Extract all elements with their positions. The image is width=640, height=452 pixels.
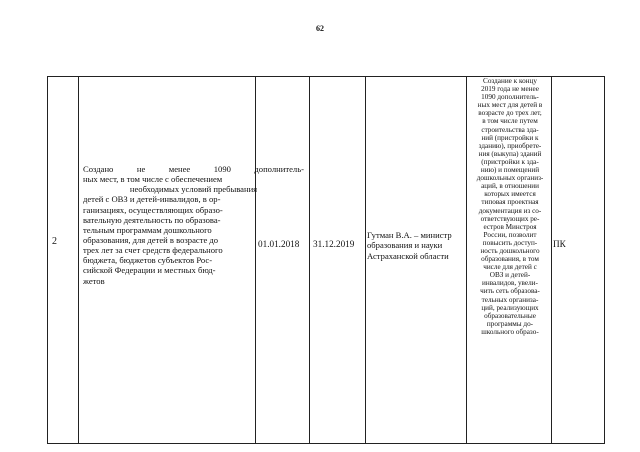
description-line: Создано не менее 1090 дополнитель-: [83, 164, 304, 174]
row-number-cell: 2: [52, 236, 57, 247]
result-line: ний (пристройки к: [481, 133, 539, 142]
start-date-cell: 01.01.2018: [258, 239, 300, 249]
result-line: возрасте до трех лет,: [478, 109, 542, 118]
result-line: ответствующих ре-: [480, 214, 540, 223]
description-line: детей с ОВЗ и детей-инвалидов, в ор-: [83, 194, 221, 205]
result-line: ций, реализующих: [481, 303, 539, 312]
description-line: жетов: [83, 275, 105, 286]
program-table: [47, 76, 605, 444]
column-divider: [551, 76, 552, 444]
result-line: нию) и помещений: [480, 166, 540, 175]
table-right-border: [604, 76, 605, 444]
result-line: Создание к концу: [483, 77, 537, 85]
result-line: (пристройки к зда-: [481, 157, 539, 166]
description-line: тельным программам дошкольного: [83, 224, 212, 235]
result-line: повысить доступ-: [482, 238, 538, 247]
result-line: образования, в том: [481, 255, 539, 264]
responsible-cell: [367, 230, 485, 261]
description-line: необходимых условий пребывания: [129, 184, 258, 195]
result-line: аций, в отношении: [481, 182, 539, 191]
description-line: вательную деятельность по образова-: [83, 214, 221, 225]
result-line: зданию), приобрете-: [478, 141, 542, 150]
description-line: трех лет за счет средств федерального: [83, 245, 223, 256]
table-bottom-border: [47, 443, 605, 444]
result-line: строительства зда-: [481, 125, 539, 134]
responsible-line: образования и науки: [367, 240, 443, 251]
description-line: сийской Федерации и местных бюд-: [83, 265, 216, 276]
result-line: документация из со-: [478, 206, 542, 215]
description-line: бюджета, бюджетов субъектов Рос-: [83, 255, 213, 266]
page-number: 62: [316, 24, 324, 33]
description-line: ных мест, в том числе с обеспечением: [83, 174, 223, 185]
result-line: которых имеется: [484, 190, 536, 199]
result-line: образовательные: [484, 311, 536, 320]
result-line: ОВЗ и детей-: [489, 271, 531, 280]
result-line: тельных организа-: [481, 295, 539, 304]
result-line: инвалидов, увели-: [482, 279, 538, 288]
result-line: дошкольных организ-: [476, 174, 544, 183]
result-line: числе для детей с: [483, 263, 537, 272]
column-divider: [365, 76, 366, 444]
result-line: школьного образо-: [481, 327, 539, 336]
result-line: в том числе путем: [482, 117, 538, 126]
result-line: ных мест для детей в: [477, 101, 543, 110]
end-date-cell: 31.12.2019: [313, 239, 355, 249]
result-line: ния (выкупа) зданий: [478, 149, 542, 158]
result-line: 1090 дополнитель-: [481, 93, 539, 102]
result-line: России, позволит: [483, 230, 537, 239]
result-line: естров Минстроя: [483, 222, 537, 231]
responsible-line: Астраханской области: [367, 250, 449, 261]
description-line: ганизациях, осуществляющих образо-: [83, 204, 223, 215]
code-cell: ПК: [553, 239, 566, 249]
result-line: чить сеть образова-: [480, 287, 540, 296]
column-divider: [309, 76, 310, 444]
description-line: образования, для детей в возрасте до: [83, 234, 219, 245]
result-line: ность дошкольного: [480, 246, 540, 255]
column-divider: [78, 76, 79, 444]
responsible-line: Гутман В.А. – министр: [367, 230, 452, 240]
result-cell: [470, 77, 550, 336]
result-line: программы до-: [486, 319, 534, 328]
table-left-border: [47, 76, 48, 444]
description-cell: [83, 164, 304, 286]
result-line: типовая проектная: [481, 198, 539, 207]
result-line: 2019 года не менее: [481, 85, 539, 94]
